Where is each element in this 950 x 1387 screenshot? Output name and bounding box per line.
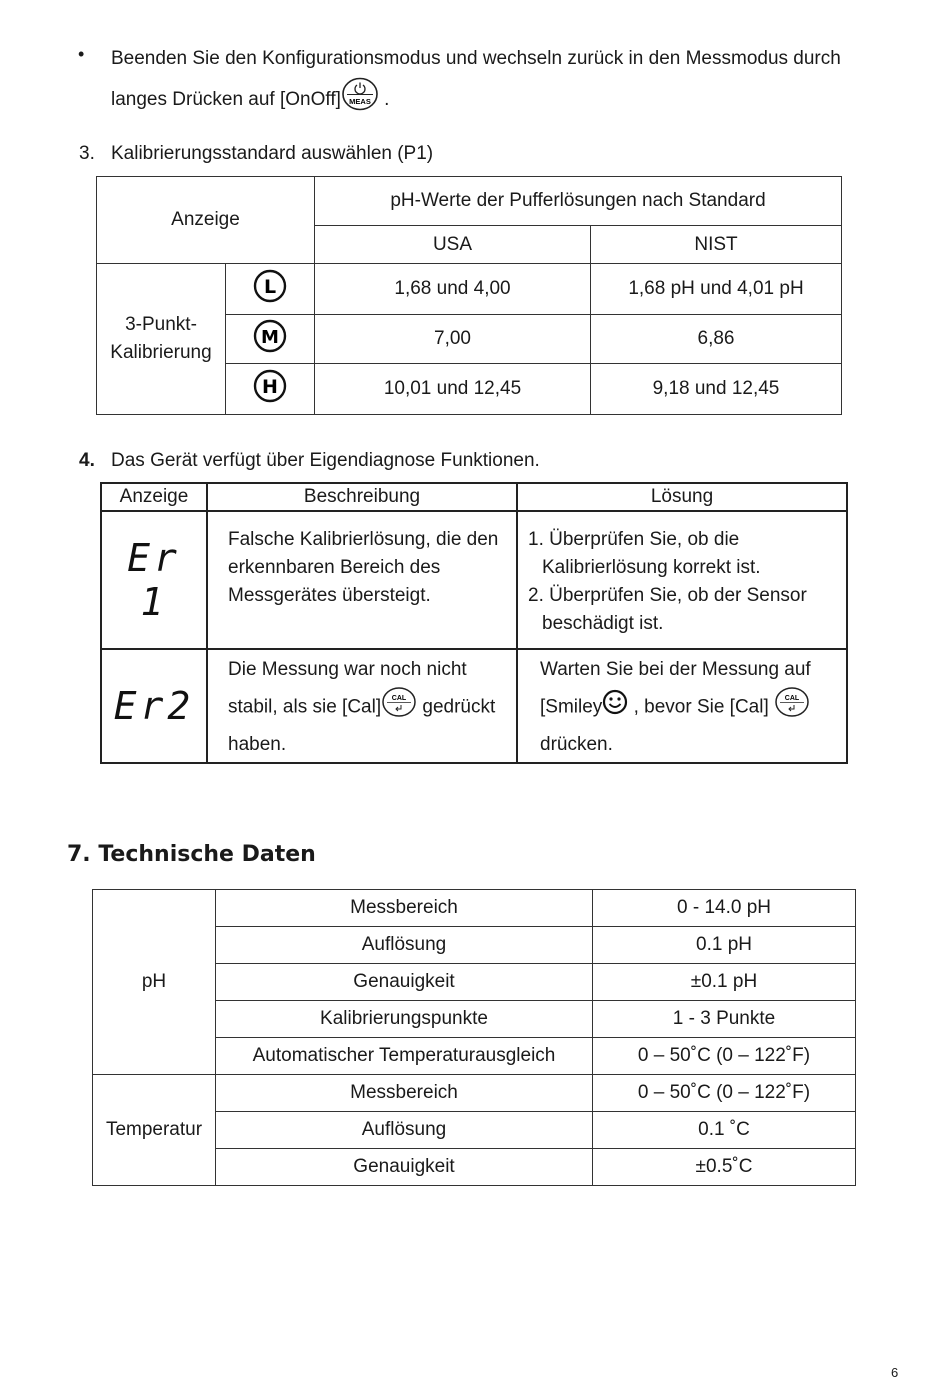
bullet-line-1: Beenden Sie den Konfigurationsmodus und wechseln zurück in den Messmodus durch <box>111 48 841 69</box>
cal-button-icon-2 <box>774 686 810 729</box>
t3-group-ph: pH <box>93 890 216 1075</box>
t3-param: Auflösung <box>216 1112 593 1149</box>
svg-text:M: M <box>261 327 279 348</box>
technical-data-table <box>92 889 856 1186</box>
er1-display-code: Er 1 <box>127 536 181 624</box>
t3-param: Messbereich <box>216 890 593 927</box>
h-circle-icon <box>253 369 287 403</box>
svg-text:CAL: CAL <box>784 695 800 702</box>
t3-value: 0.1 pH <box>593 927 856 964</box>
t2-desc-er2 <box>207 649 517 763</box>
t3-param: Kalibrierungspunkte <box>216 1001 593 1038</box>
t3-value: 0 – 50˚C (0 – 122˚F) <box>593 1075 856 1112</box>
t2-desc-er2-1: Die Messung war noch nicht <box>228 659 467 680</box>
t3-param: Genauigkeit <box>216 1149 593 1186</box>
t3-group-temperatur: Temperatur <box>93 1075 216 1186</box>
t2-desc-er2-3: haben. <box>228 734 287 755</box>
svg-text:H: H <box>262 376 278 398</box>
t1-usa-l: 1,68 und 4,00 <box>315 264 591 315</box>
t2-sol-er2-1: Warten Sie bei der Messung auf <box>540 659 811 680</box>
t1-header-anzeige: Anzeige <box>97 177 315 264</box>
t2-sol-er1-1: 1. Überprüfen Sie, ob die <box>528 529 740 550</box>
section-7-heading: 7. Technische Daten <box>67 842 316 867</box>
t2-sol-er1-2b: beschädigt ist. <box>542 613 664 634</box>
t3-value: 1 - 3 Punkte <box>593 1001 856 1038</box>
t2-desc-er1: Falsche Kalibrierlösung, die den erkennbaren Bereich des Messgerätes übersteigt. <box>207 511 517 649</box>
l-circle-icon <box>253 269 287 303</box>
bullet-line-2: langes Drücken auf [OnOff] <box>111 89 341 111</box>
t2-desc-er2-2-end: gedrückt <box>417 696 496 718</box>
cal-button-icon <box>381 686 417 729</box>
t3-value: 0.1 ˚C <box>593 1112 856 1149</box>
t1-row-label: 3-Punkt- Kalibrierung <box>97 264 226 415</box>
diagnostics-table <box>100 482 848 764</box>
page-number: 6 <box>891 1365 899 1380</box>
t3-value: 0 – 50˚C (0 – 122˚F) <box>593 1038 856 1075</box>
svg-text:CAL: CAL <box>391 695 407 702</box>
t3-param: Auflösung <box>216 927 593 964</box>
t1-icon-cell-m <box>226 315 315 364</box>
t3-param: Messbereich <box>216 1075 593 1112</box>
t2-sol-er2-3: drücken. <box>540 734 613 755</box>
m-circle-icon <box>253 319 287 353</box>
t1-usa-h: 10,01 und 12,45 <box>315 364 591 415</box>
t1-nist-l: 1,68 pH und 4,01 pH <box>591 264 842 315</box>
onoff-meas-button-icon <box>341 76 379 124</box>
calibration-standard-table <box>96 176 842 415</box>
t2-header-loesung: Lösung <box>517 483 847 511</box>
section-4-heading <box>79 450 540 472</box>
er2-display-code: Er2 <box>113 684 195 728</box>
t1-icon-cell-l <box>226 264 315 315</box>
section-4-title: Das Gerät verfügt über Eigendiagnose Funktionen. <box>111 450 540 471</box>
t1-col-usa: USA <box>315 226 591 264</box>
section-3-title: Kalibrierungsstandard auswählen (P1) <box>111 143 434 164</box>
t2-code-er1 <box>101 511 207 649</box>
bullet-dot: • <box>78 44 85 64</box>
t1-icon-cell-h <box>226 364 315 415</box>
t2-header-beschreibung: Beschreibung <box>207 483 517 511</box>
t1-nist-m: 6,86 <box>591 315 842 364</box>
t3-value: ±0.1 pH <box>593 964 856 1001</box>
svg-text:L: L <box>263 276 277 298</box>
t2-sol-er1 <box>517 511 847 649</box>
t1-col-nist: NIST <box>591 226 842 264</box>
t3-value: 0 - 14.0 pH <box>593 890 856 927</box>
t1-usa-m: 7,00 <box>315 315 591 364</box>
t3-value: ±0.5˚C <box>593 1149 856 1186</box>
section-3-heading <box>79 143 433 165</box>
t3-param: Genauigkeit <box>216 964 593 1001</box>
t2-sol-er2 <box>517 649 847 763</box>
smiley-icon <box>602 689 628 726</box>
bullet-paragraph <box>111 42 891 124</box>
section-4-number: 4. <box>79 450 95 471</box>
t2-code-er2 <box>101 649 207 763</box>
t2-desc-er2-2: stabil, als sie [Cal] <box>228 696 382 718</box>
t2-sol-er1-1b: Kalibrierlösung korrekt ist. <box>542 557 761 578</box>
section-3-number: 3. <box>79 143 95 164</box>
t2-sol-er1-2: 2. Überprüfen Sie, ob der Sensor <box>528 585 807 606</box>
t1-nist-h: 9,18 und 12,45 <box>591 364 842 415</box>
t2-header-anzeige: Anzeige <box>101 483 207 511</box>
t2-sol-er2-2-mid: , bevor Sie [Cal] <box>628 696 775 718</box>
bullet-line-2-end: . <box>378 89 390 111</box>
t3-param: Automatischer Temperaturausgleich <box>216 1038 593 1075</box>
svg-text:MEAS: MEAS <box>349 97 371 106</box>
t1-header-ph: pH-Werte der Pufferlösungen nach Standard <box>315 177 842 226</box>
t2-sol-er2-2: [Smiley <box>540 696 603 718</box>
